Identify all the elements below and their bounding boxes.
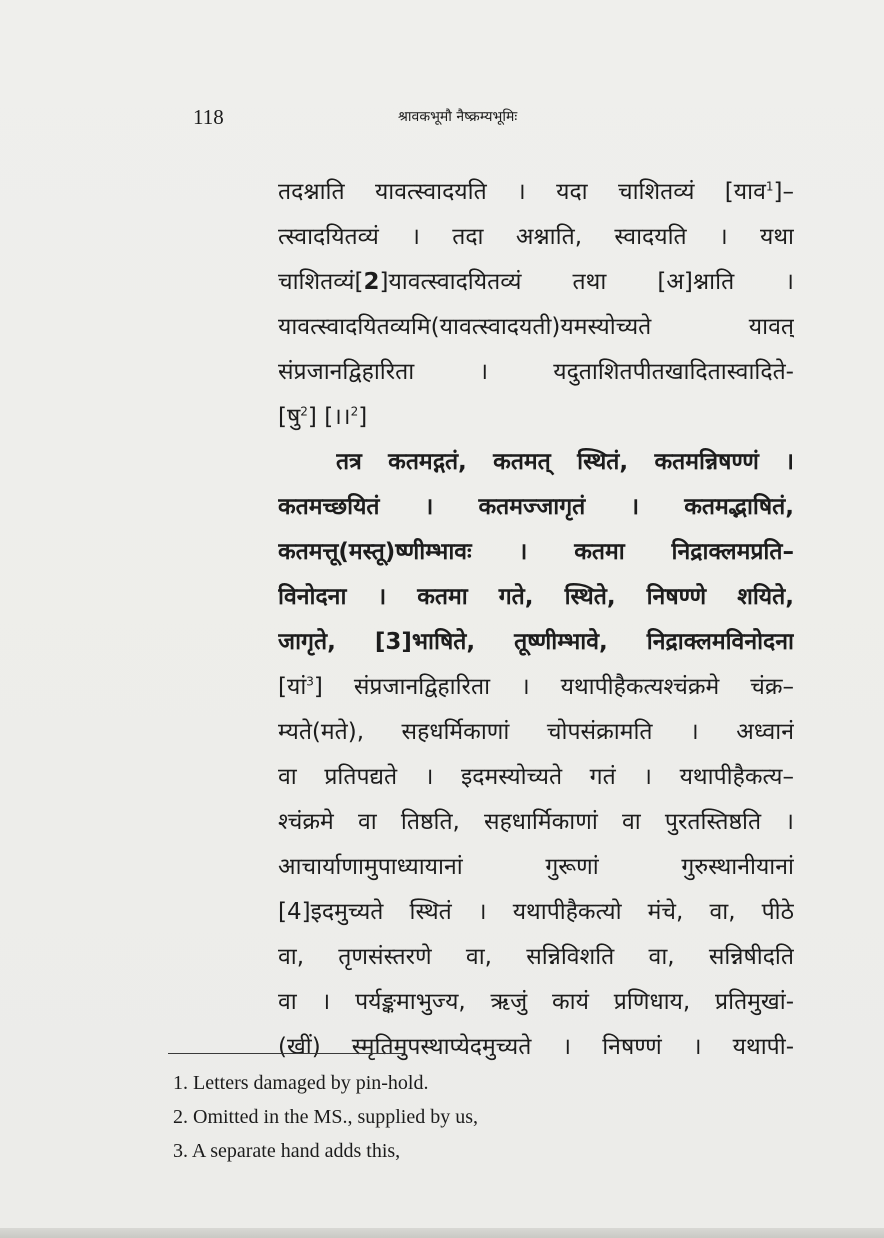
text-line: वा प्रतिपद्यते । इदमस्योच्यते गतं । यथापीहैकत्य– — [278, 764, 794, 790]
footnote: 2. Omitted in the MS., supplied by us, — [173, 1106, 478, 1128]
text-line: तदश्नाति यावत्स्वादयति । यदा चाशितव्यं [याव$^1$]– — [278, 179, 794, 205]
text-line: तत्र कतमद्गतं, कतमत् स्थितं, कतमन्निषण्णं । — [336, 449, 794, 475]
text-line: [4]इदमुच्यते स्थितं । यथापीहैकत्यो मंचे, वा, पीठे — [278, 899, 794, 925]
footnote-ref: 3 — [306, 674, 314, 689]
text-line: त्स्वादयितव्यं । तदा अश्नाति, स्वादयति । यथा — [278, 224, 794, 250]
main-text — [278, 170, 794, 1070]
text-line: [षु$^2$] [।।$^2$] — [278, 404, 368, 430]
text-line: श्चंक्रमे वा तिष्ठति, सहधार्मिकाणां वा पुरतस्तिष्ठति । — [278, 809, 794, 835]
text-line: विनोदना । कतमा गते, स्थिते, निषण्णे शयिते, — [278, 584, 794, 610]
text-line: जागृते, [3]भाषिते, तूष्णीम्भावे, निद्राक्लमविनोदना — [278, 629, 794, 655]
footnote: 3. A separate hand adds this, — [173, 1140, 401, 1162]
footnote-ref: 2 — [350, 404, 359, 419]
footnotes — [173, 1066, 773, 1168]
text-line: यावत्स्वादयितव्यमि(यावत्स्वादयती)यमस्योच्यते यावत् — [278, 314, 794, 340]
page-bottom-edge — [0, 1228, 884, 1238]
text-line: कतमच्छयितं । कतमज्जागृतं । कतमद्भाषितं, — [278, 494, 794, 520]
text-line: वा, तृणसंस्तरणे वा, सन्निविशति वा, सन्निषीदति — [278, 944, 794, 970]
text-line: संप्रजानद्विहारिता । यदुताशितपीतखादितास्वादिते- — [278, 359, 794, 385]
running-head: श्रावकभूमौ नैष्क्रम्यभूमिः — [398, 109, 518, 125]
text-line: म्यते(मते), सहधर्मिकाणां चोपसंक्रामति । अध्वानं — [278, 719, 794, 745]
text-line: आचार्याणामुपाध्यायानां गुरूणां गुरुस्थानीयानां — [278, 854, 794, 880]
footnote: 1. Letters damaged by pin-hold. — [173, 1072, 429, 1094]
footnote-ref: 2 — [300, 404, 308, 419]
text-line: [यां$^3$] संप्रजानद्विहारिता । यथापीहैकत्यश्चंक्रमे चंक्र– — [278, 674, 794, 700]
text-line: (खीं) स्मृतिमुपस्थाप्येदमुच्यते । निषण्णं । यथापी- — [278, 1034, 794, 1060]
text-line: वा । पर्यङ्कमाभुज्य, ऋजुं कायं प्रणिधाय, प्रतिमुखां- — [278, 989, 794, 1015]
text-line: चाशितव्यं[2]यावत्स्वादयितव्यं तथा [अ]श्नाति । — [278, 269, 794, 295]
text-line: कतमत्तू(मस्तू)ष्णीम्भावः । कतमा निद्राक्लमप्रति– — [278, 539, 794, 565]
page-number: 118 — [193, 105, 224, 129]
footnote-ref: 1 — [765, 179, 774, 194]
footnote-rule — [168, 1053, 404, 1054]
